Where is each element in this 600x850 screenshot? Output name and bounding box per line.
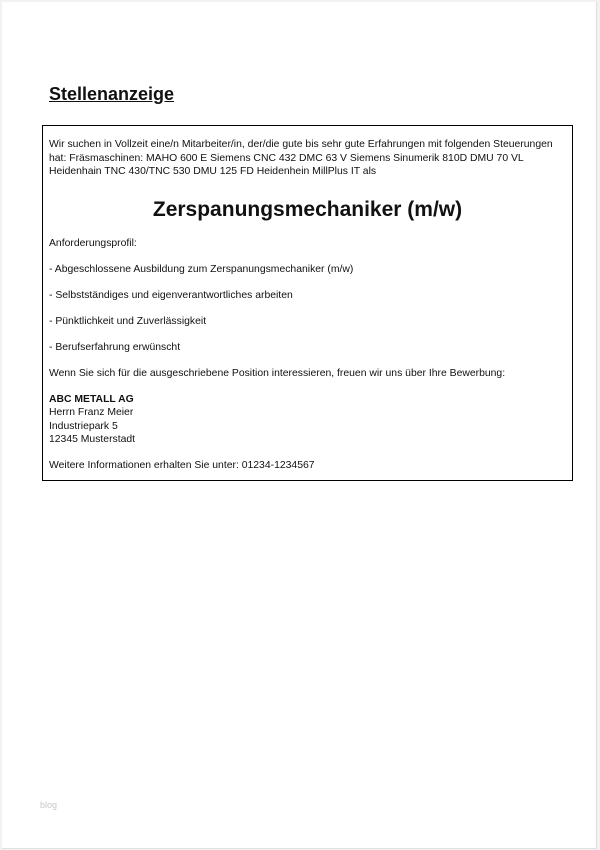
company-name: ABC METALL AG: [49, 393, 134, 405]
requirement-item: - Pünktlichkeit und Zuverlässigkeit: [49, 315, 207, 327]
page-heading: Stellenanzeige: [49, 84, 175, 104]
document-page: [2, 2, 597, 849]
intro-text: Wir suchen in Vollzeit eine/n Mitarbeiter/in, der/die gute bis sehr gute Erfahrungen mit folgenden Steuerungen hat: Fräsmaschinen: MAHO 600 E Siemens CNC 432 DMC 63 V Siemens Sinumerik 810D DMU 70 VL Heidenhain TNC 430/TNC 530 DMU 125 FD Heidenhein MillPlus IT als: [49, 139, 553, 177]
city: 12345 Musterstadt: [49, 434, 136, 445]
street: Industriepark 5: [49, 420, 118, 432]
apply-text: Wenn Sie sich für die ausgeschriebene Position interessieren, freuen wir uns über Ihre Bewerbung:: [49, 367, 506, 379]
contact-address: [49, 393, 566, 447]
contact-person: Herrn Franz Meier: [49, 407, 134, 418]
job-title: Zerspanungsmechaniker (m/w): [152, 197, 463, 221]
profile-label: Anforderungsprofil:: [49, 237, 137, 249]
info-text: Weitere Informationen erhalten Sie unter: 01234-1234567: [49, 459, 315, 471]
requirement-item: - Abgeschlossene Ausbildung zum Zerspanungsmechaniker (m/w): [49, 263, 354, 275]
requirement-item: - Berufserfahrung erwünscht: [49, 341, 181, 353]
requirement-item: - Selbstständiges und eigenverantwortliches arbeiten: [49, 289, 293, 301]
watermark-text: blog: [40, 800, 58, 810]
job-ad-box: [42, 125, 573, 481]
